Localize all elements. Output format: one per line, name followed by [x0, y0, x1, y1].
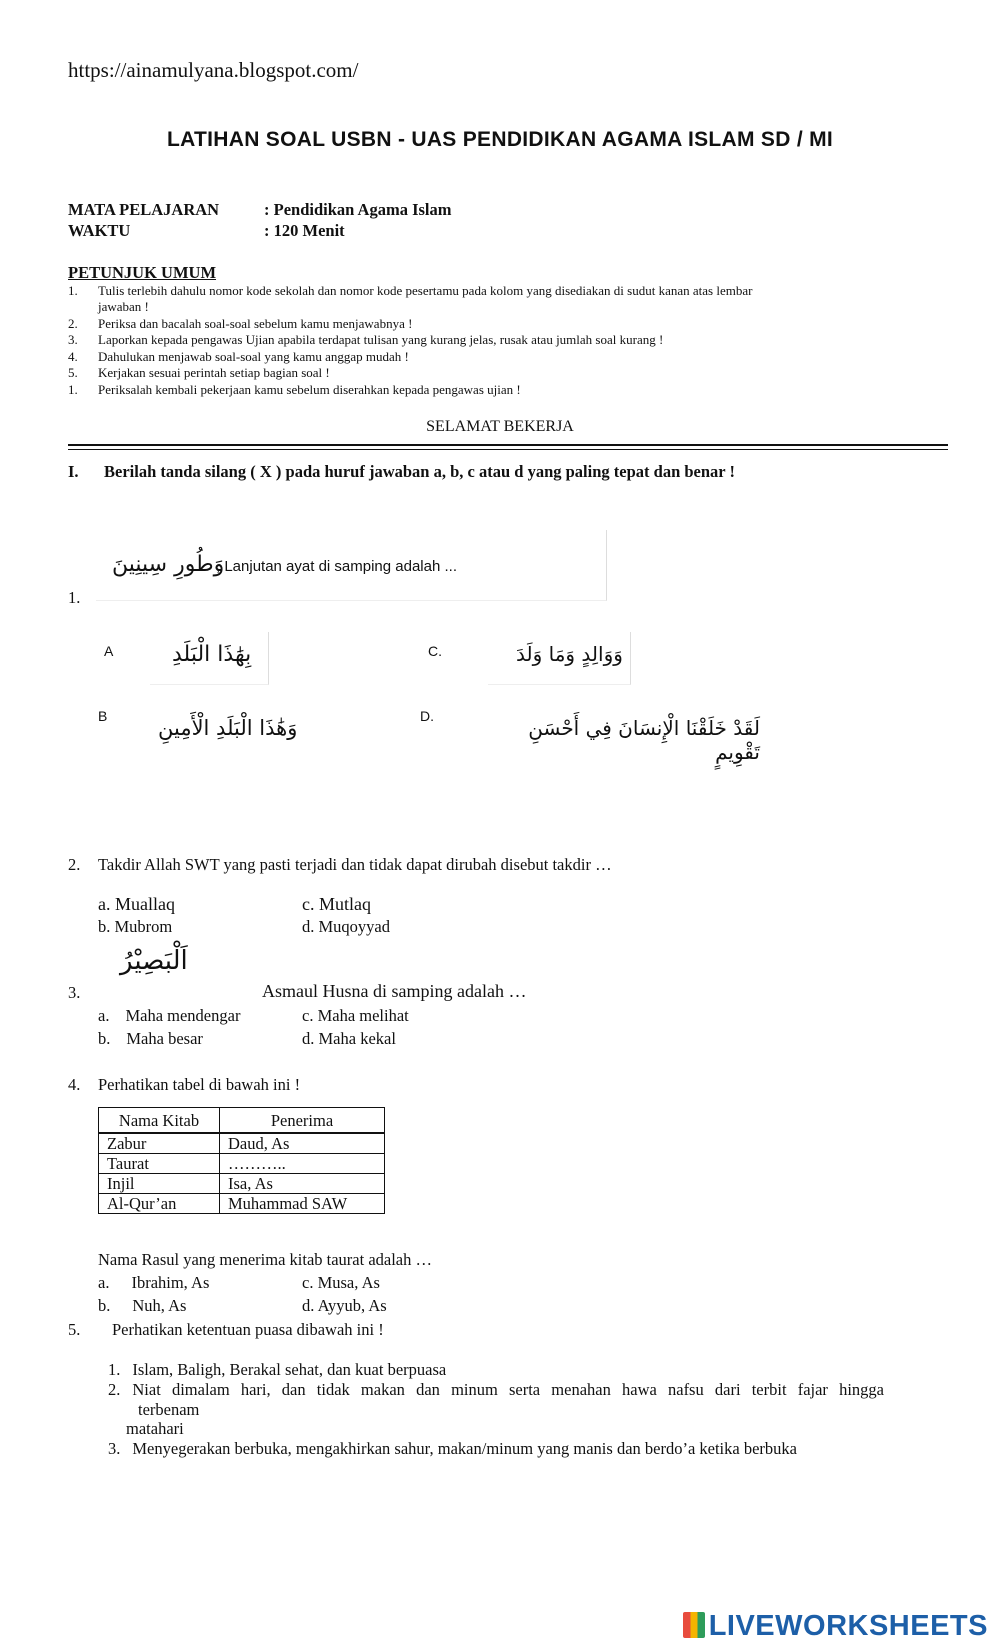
- option-label[interactable]: C.: [428, 643, 442, 659]
- option-a-arabic[interactable]: بِهَٰذَا الْبَلَدِ: [150, 632, 269, 685]
- table-cell: ………..: [220, 1154, 385, 1174]
- table-cell: Muhammad SAW: [220, 1194, 385, 1214]
- list-item: 3. Menyegerakan berbuka, mengakhirkan sahur, makan/minum yang manis dan berdo’a ketika berbuka: [108, 1439, 797, 1458]
- table-row: [99, 1174, 385, 1194]
- table-cell: Al-Qur’an: [99, 1194, 220, 1214]
- instruction-item: 2. Periksa dan bacalah soal-soal sebelum kamu menjawabnya !: [68, 316, 413, 331]
- list-item: matahari: [126, 1419, 184, 1438]
- option-b-arabic[interactable]: وَهَٰذَا الْبَلَدِ الْأَمِينِ: [158, 716, 298, 740]
- subject-label: MATA PELAJARAN: [68, 200, 220, 219]
- section-instruction: I. Berilah tanda silang ( X ) pada huruf jawaban a, b, c atau d yang paling tepat dan benar !: [68, 462, 735, 481]
- question-number: 5.: [68, 1320, 81, 1339]
- table-cell: Injil: [99, 1174, 220, 1194]
- time-row: [68, 221, 345, 241]
- list-item: terbenam: [138, 1400, 200, 1419]
- option-item[interactable]: d. Maha kekal: [302, 1029, 396, 1048]
- question-text: Perhatikan tabel di bawah ini !: [98, 1075, 301, 1094]
- question-text: Perhatikan ketentuan puasa dibawah ini !: [112, 1320, 384, 1339]
- closing-text: SELAMAT BEKERJA: [426, 418, 574, 435]
- divider: [68, 444, 948, 446]
- instruction-item: 3. Laporkan kepada pengawas Ujian apabila terdapat tulisan yang kurang jelas, rusak atau jumlah soal kurang !: [68, 332, 664, 347]
- subject-row: [68, 200, 452, 220]
- question-number: 3.: [68, 983, 81, 1002]
- table-cell: Taurat: [99, 1154, 220, 1174]
- liveworksheets-icon: [683, 1612, 705, 1638]
- asmaul-husna-arabic: اَلْبَصِيْرُ: [120, 946, 188, 976]
- option-d-arabic[interactable]: لَقَدْ خَلَقْنَا الْإِنسَانَ فِي أَحْسَنِ تَقْوِيمٍ: [528, 716, 760, 764]
- table-row: [99, 1154, 385, 1174]
- option-label[interactable]: B: [98, 708, 108, 724]
- question-text: Asmaul Husna di samping adalah …: [262, 981, 527, 1001]
- option-c-arabic[interactable]: وَوَالِدٍ وَمَا وَلَدَ: [488, 632, 631, 685]
- question-text: Nama Rasul yang menerima kitab taurat adalah …: [98, 1250, 433, 1269]
- subject-value: : Pendidikan Agama Islam: [264, 200, 452, 219]
- instructions-heading: PETUNJUK UMUM: [68, 263, 217, 282]
- page-title: LATIHAN SOAL USBN - UAS PENDIDIKAN AGAMA ISLAM SD / MI: [166, 128, 834, 151]
- question-text: Takdir Allah SWT yang pasti terjadi dan tidak dapat dirubah disebut takdir …: [98, 855, 612, 874]
- table-row: [99, 1133, 385, 1154]
- instruction-item: 5. Kerjakan sesuai perintah setiap bagian soal !: [68, 365, 330, 380]
- table-row: [99, 1194, 385, 1214]
- table-cell: Isa, As: [220, 1174, 385, 1194]
- time-label: WAKTU: [68, 221, 131, 240]
- option-item[interactable]: d. Ayyub, As: [302, 1296, 387, 1315]
- instruction-item: 4. Dahulukan menjawab soal-soal yang kamu anggap mudah !: [68, 349, 409, 364]
- source-url: https://ainamulyana.blogspot.com/: [68, 58, 359, 82]
- table-header: Penerima: [220, 1108, 385, 1134]
- table-cell: Zabur: [99, 1133, 220, 1154]
- option-item[interactable]: b. Maha besar: [98, 1029, 203, 1048]
- question-number: 2.: [68, 855, 81, 874]
- divider: [68, 449, 948, 450]
- list-item: 1. Islam, Baligh, Berakal sehat, dan kuat berpuasa: [108, 1360, 447, 1379]
- table-cell: Daud, As: [220, 1133, 385, 1154]
- option-item[interactable]: c. Musa, As: [302, 1273, 380, 1292]
- option-label[interactable]: D.: [420, 708, 434, 724]
- question-number: 4.: [68, 1075, 81, 1094]
- list-item: 2. Niat dimalam hari, dan tidak makan dan minum serta menahan hawa nafsu dari terbit fajar hingga: [108, 1380, 884, 1399]
- option-label[interactable]: A: [104, 643, 114, 659]
- instruction-item: jawaban !: [98, 299, 149, 314]
- kitab-table: [98, 1107, 385, 1214]
- liveworksheets-logo[interactable]: LIVEWORKSHEETS: [683, 1610, 988, 1643]
- option-item[interactable]: d. Muqoyyad: [302, 917, 390, 936]
- option-item[interactable]: a. Muallaq: [98, 894, 175, 914]
- table-header-row: [99, 1108, 385, 1134]
- option-item[interactable]: c. Mutlaq: [302, 894, 371, 914]
- instruction-item: 1. Periksalah kembali pekerjaan kamu sebelum diserahkan kepada pengawas ujian !: [68, 382, 521, 397]
- question-text: , Lanjutan ayat di samping adalah ...: [216, 558, 457, 575]
- option-item[interactable]: b. Mubrom: [98, 917, 173, 936]
- time-value: : 120 Menit: [264, 221, 345, 240]
- question-number: 1.: [68, 588, 81, 607]
- instruction-item: 1. Tulis terlebih dahulu nomor kode sekolah dan nomor kode pesertamu pada kolom yang disediakan di sudut kanan atas lembar: [68, 283, 753, 298]
- option-item[interactable]: a. Ibrahim, As: [98, 1273, 210, 1292]
- table-header: Nama Kitab: [99, 1108, 220, 1134]
- option-item[interactable]: b. Nuh, As: [98, 1296, 187, 1315]
- option-item[interactable]: c. Maha melihat: [302, 1006, 409, 1025]
- question-1-prompt: [96, 530, 607, 601]
- arabic-verse: وَطُورِ سِينِينَ: [112, 552, 225, 577]
- option-item[interactable]: a. Maha mendengar: [98, 1006, 241, 1025]
